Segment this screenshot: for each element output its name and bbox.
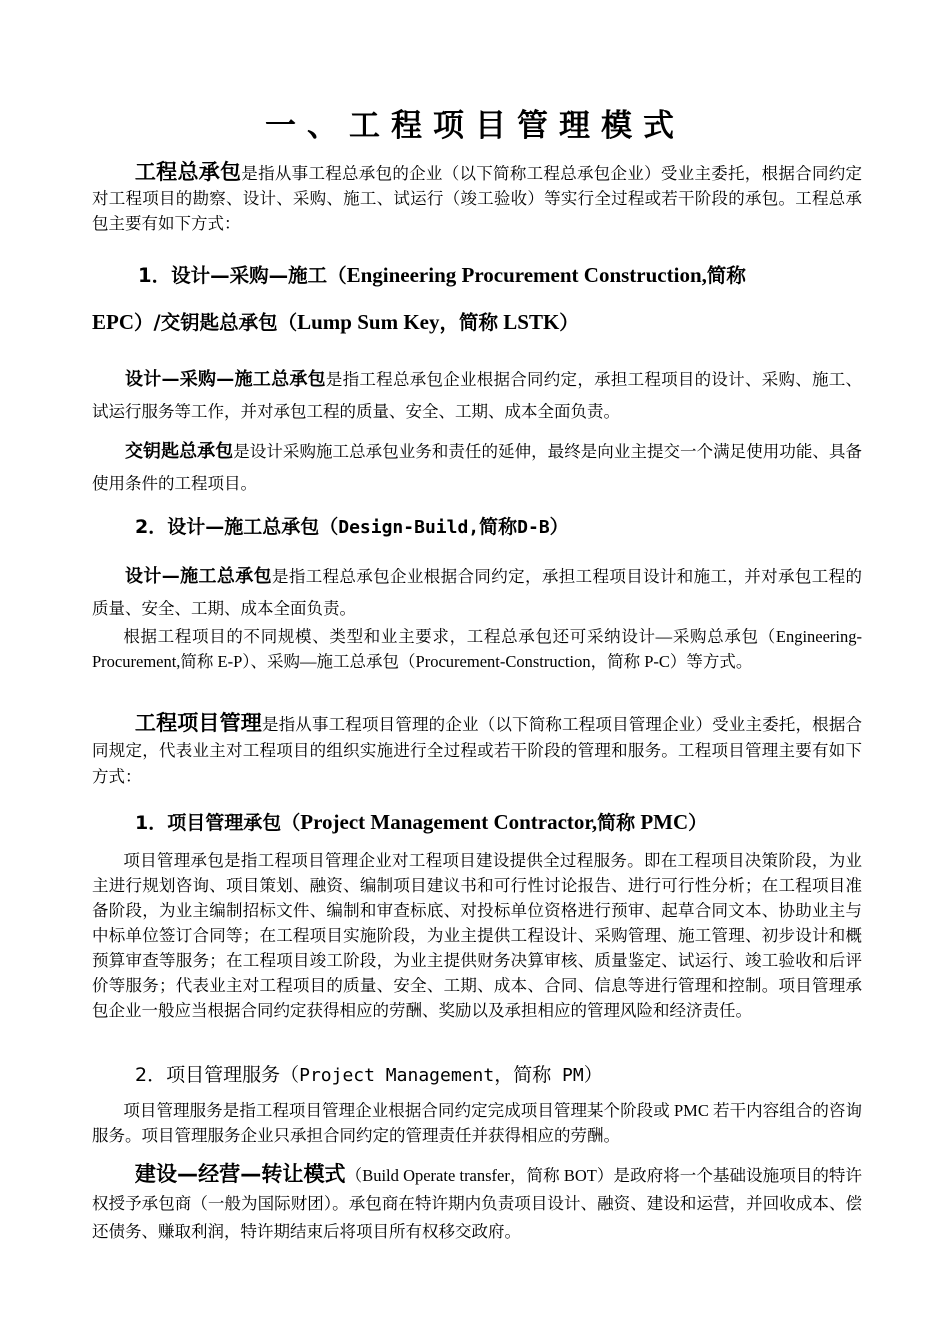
page-title: 一、工程项目管理模式 [265, 108, 685, 144]
term-design-build: 设计—施工总承包 [125, 566, 272, 587]
heading-epc: 1．设计—采购—施工（Engineering Procurement Construction,简称 EPC）/交钥匙总承包（Lump Sum Key，简称 LSTK） [92, 263, 746, 334]
term-project-management: 工程项目管理 [134, 711, 262, 735]
heading-pm: 2．项目管理服务（Project Management，简称 PM） [135, 1064, 603, 1086]
term-epc: 设计—采购—施工总承包 [125, 369, 326, 390]
paragraph-epc [92, 364, 862, 428]
paragraph-text: 是设计采购施工总承包业务和责任的延伸，最终是向业主提交一个满足使用功能、具备使用条件的工程项目。 [92, 442, 863, 493]
term-bot: 建设—经营—转让模式 [134, 1162, 346, 1186]
heading-pmc: 1．项目管理承包（Project Management Contractor,简称 PMC） [135, 810, 708, 834]
paragraph-text: 是指工程总承包企业根据合同约定，承担工程项目设计和施工，并对承包工程的质量、安全、工期、成本全面负责。 [92, 567, 863, 618]
paragraph-project-management [92, 710, 862, 790]
term-general-contracting: 工程总承包 [134, 160, 242, 184]
heading-design-build: 2．设计—施工总承包（Design-Build,简称D-B） [135, 516, 569, 538]
paragraph-other-modes: 根据工程项目的不同规模、类型和业主要求，工程总承包还可采纳设计—采购总承包（Engineering-Procurement,简称 E-P）、采购—施工总承包（Procurement-Construction，简称 P-C）等方式。 [92, 627, 862, 671]
paragraph-pm: 项目管理服务是指工程项目管理企业根据合同约定完成项目管理某个阶段或 PMC 若干内容组合的咨询服务。项目管理服务企业只承担合同约定的管理责任并获得相应的劳酬。 [92, 1101, 862, 1145]
paragraph-text: 是指从事工程总承包的企业（以下简称工程总承包企业）受业主委托，根据合同约定对工程项目的勘察、设计、采购、施工、试运行（竣工验收）等实行全过程或若干阶段的承包。工程总承包主要有如下方式： [92, 164, 863, 233]
term-lstk: 交钥匙总承包 [125, 441, 234, 462]
paragraph-lstk [92, 436, 862, 500]
paragraph-design-build [92, 561, 862, 625]
paragraph-pmc: 项目管理承包是指工程项目管理企业对工程项目建设提供全过程服务。即在工程项目决策阶段，为业主进行规划咨询、项目策划、融资、编制项目建议书和可行性讨论报告、进行可行性分析；在工程项目准备阶段，为业主编制招标文件、编制和审查标底、对投标单位资格进行预审、起草合同文本、协助业主与中标单位签订合同等；在工程项目实施阶段，为业主提供工程设计、采购管理、施工管理、初步设计和概预算审查等服务；在工程项目竣工阶段，为业主提供财务决算审核、质量鉴定、试运行、竣工验收和后评价等服务；代表业主对工程项目的质量、安全、工期、成本、合同、信息等进行管理和控制。项目管理承包企业一般应当根据合同约定获得相应的劳酬、奖励以及承担相应的管理风险和经济责任。 [92, 851, 862, 1020]
paragraph-epc-intro [92, 160, 862, 236]
paragraph-text: 是指从事工程项目管理的企业（以下简称工程项目管理企业）受业主委托，根据合同规定，代表业主对工程项目的组织实施进行全过程或若干阶段的管理和服务。工程项目管理主要有如下方式： [92, 715, 863, 786]
paragraph-text: 是指工程总承包企业根据合同约定，承担工程项目的设计、采购、施工、试运行服务等工作，并对承包工程的质量、安全、工期、成本全面负责。 [92, 370, 863, 421]
paragraph-bot [92, 1160, 862, 1246]
paragraph-text: （Build Operate transfer，简称 BOT）是政府将一个基础设施项目的特许权授予承包商（一般为国际财团）。承包商在特许期内负责项目设计、融资、建设和运营，并回收成本、偿还债务、赚取利润，特许期结束后将项目所有权移交政府。 [92, 1166, 863, 1241]
